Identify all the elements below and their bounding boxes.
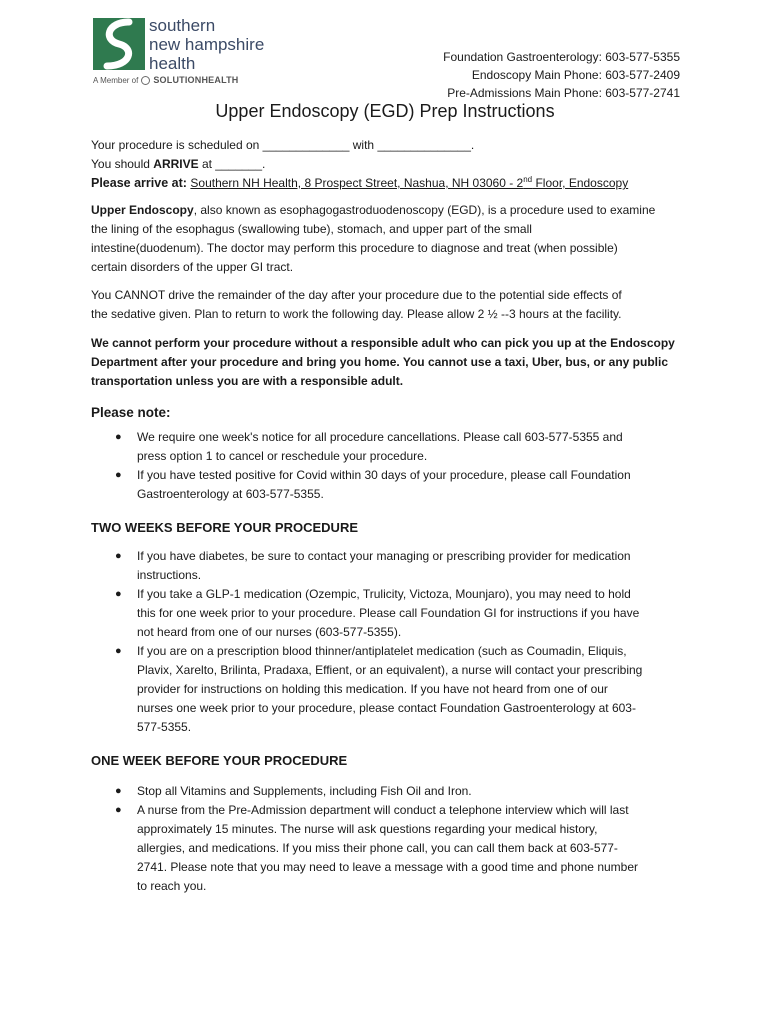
endoscopy-phone: Endoscopy Main Phone: 603-577-2409 xyxy=(471,68,680,82)
logo-line-2: new hampshire xyxy=(149,35,265,54)
snh-logo-icon xyxy=(93,18,145,70)
logo-line-3: health xyxy=(149,54,196,73)
list-item: ● If you have tested positive for Covid within 30 days of your procedure, please call Foundation Gastroenterology at 603-577-5355. xyxy=(115,468,631,501)
arrive-suffix: at _______. xyxy=(198,157,266,171)
arrive-prefix: You should xyxy=(91,157,154,171)
page-title: Upper Endoscopy (EGD) Prep Instructions xyxy=(215,101,555,121)
solution-health-icon xyxy=(141,76,150,85)
please-note-list xyxy=(91,428,681,504)
bullet-icon: ● xyxy=(115,431,122,443)
arrive-location xyxy=(91,174,681,193)
arrive-label: Please arrive at: xyxy=(91,176,187,190)
preadmissions-phone: Pre-Admissions Main Phone: 603-577-2741 xyxy=(447,86,680,100)
contact-phones xyxy=(443,48,680,102)
list-item: ● Stop all Vitamins and Supplements, including Fish Oil and Iron. xyxy=(91,782,681,801)
logo-wordmark xyxy=(149,16,264,73)
logo-line-1: southern xyxy=(149,16,216,35)
bullet-icon: ● xyxy=(115,804,122,816)
member-of-solutionhealth xyxy=(93,75,239,85)
arrive-time-line xyxy=(91,155,681,174)
logo xyxy=(93,18,293,94)
list-item: ● If you have diabetes, be sure to contact your managing or prescribing provider for medication instructions. xyxy=(115,549,631,582)
arrive-address: Southern NH Health, 8 Prospect Street, Nashua, NH 03060 - 2nd Floor, Endoscopy xyxy=(190,175,629,190)
list-item: ● If you are on a prescription blood thinner/antiplatelet medication (such as Coumadin, Eliquis, Plavix, Xarelto, Brilinta, Pradaxa, Effient, or an equivalent), a nurse will contact your prescribing provider for instructions on holding this medication. If you have not heard from one of our nurses one week prior to your procedure, please contact Foundation Gastroenterology at 603- 577-5355. xyxy=(115,644,643,734)
list-item: ● If you take a GLP-1 medication (Ozempic, Trulicity, Victoza, Mounjaro), you may need to hold this for one week prior to your procedure. Please call Foundation GI for instructions if you have not heard from one of our nurses (603-577-5355). xyxy=(115,587,640,639)
bullet-icon: ● xyxy=(115,550,122,562)
bullet-icon: ● xyxy=(115,469,122,481)
two-weeks-list xyxy=(91,547,681,737)
two-weeks-heading: TWO WEEKS BEFORE YOUR PROCEDURE xyxy=(91,520,359,535)
bullet-icon: ● xyxy=(115,588,122,600)
member-prefix: A Member of xyxy=(93,75,139,85)
schedule-line: Your procedure is scheduled on _____________ with ______________. xyxy=(91,138,475,152)
foundation-phone: Foundation Gastroenterology: 603-577-5355 xyxy=(443,50,680,64)
list-item: ● A nurse from the Pre-Admission department will conduct a telephone interview which will last approximately 15 minutes. The nurse will ask questions regarding your medical history, allergies, and medications. If you miss their phone call, you can call them back at 603-577- 2741. Please note that you may need to leave a message with a good time and phone number to reach you. xyxy=(115,803,638,893)
drive-paragraph: You CANNOT drive the remainder of the day after your procedure due to the potential side effects of the sedative given. Plan to return to work the following day. Please allow 2 ½ --3 hours at the facility. xyxy=(91,288,622,321)
solution-word: SOLUTION xyxy=(153,75,202,85)
arrive-bold: ARRIVE xyxy=(153,157,199,171)
bullet-icon: ● xyxy=(115,785,122,797)
document-body xyxy=(91,136,681,896)
intro-paragraph: Upper Endoscopy, also known as esophagogastroduodenoscopy (EGD), is a procedure used to examine the lining of the esophagus (swallowing tube), stomach, and upper part of the small intestine(duodenum). The doctor may perform this procedure to diagnose and treat (when possible) certain disorders of the upper GI tract. xyxy=(91,203,656,274)
one-week-heading: ONE WEEK BEFORE YOUR PROCEDURE xyxy=(91,753,348,768)
health-word: HEALTH xyxy=(201,75,239,85)
one-week-list xyxy=(91,782,681,896)
intro-bold: Upper Endoscopy xyxy=(91,203,194,217)
list-item: ● We require one week's notice for all procedure cancellations. Please call 603-577-5355 and press option 1 to cancel or reschedule your procedure. xyxy=(115,430,623,463)
please-note-heading: Please note: xyxy=(91,405,171,420)
bullet-icon: ● xyxy=(115,645,122,657)
responsible-adult-paragraph: We cannot perform your procedure without a responsible adult who can pick you up at the Endoscopy Department after your procedure and bring you home. You cannot use a taxi, Uber, bus, or any public transportation unless you are with a responsible adult. xyxy=(91,336,675,388)
